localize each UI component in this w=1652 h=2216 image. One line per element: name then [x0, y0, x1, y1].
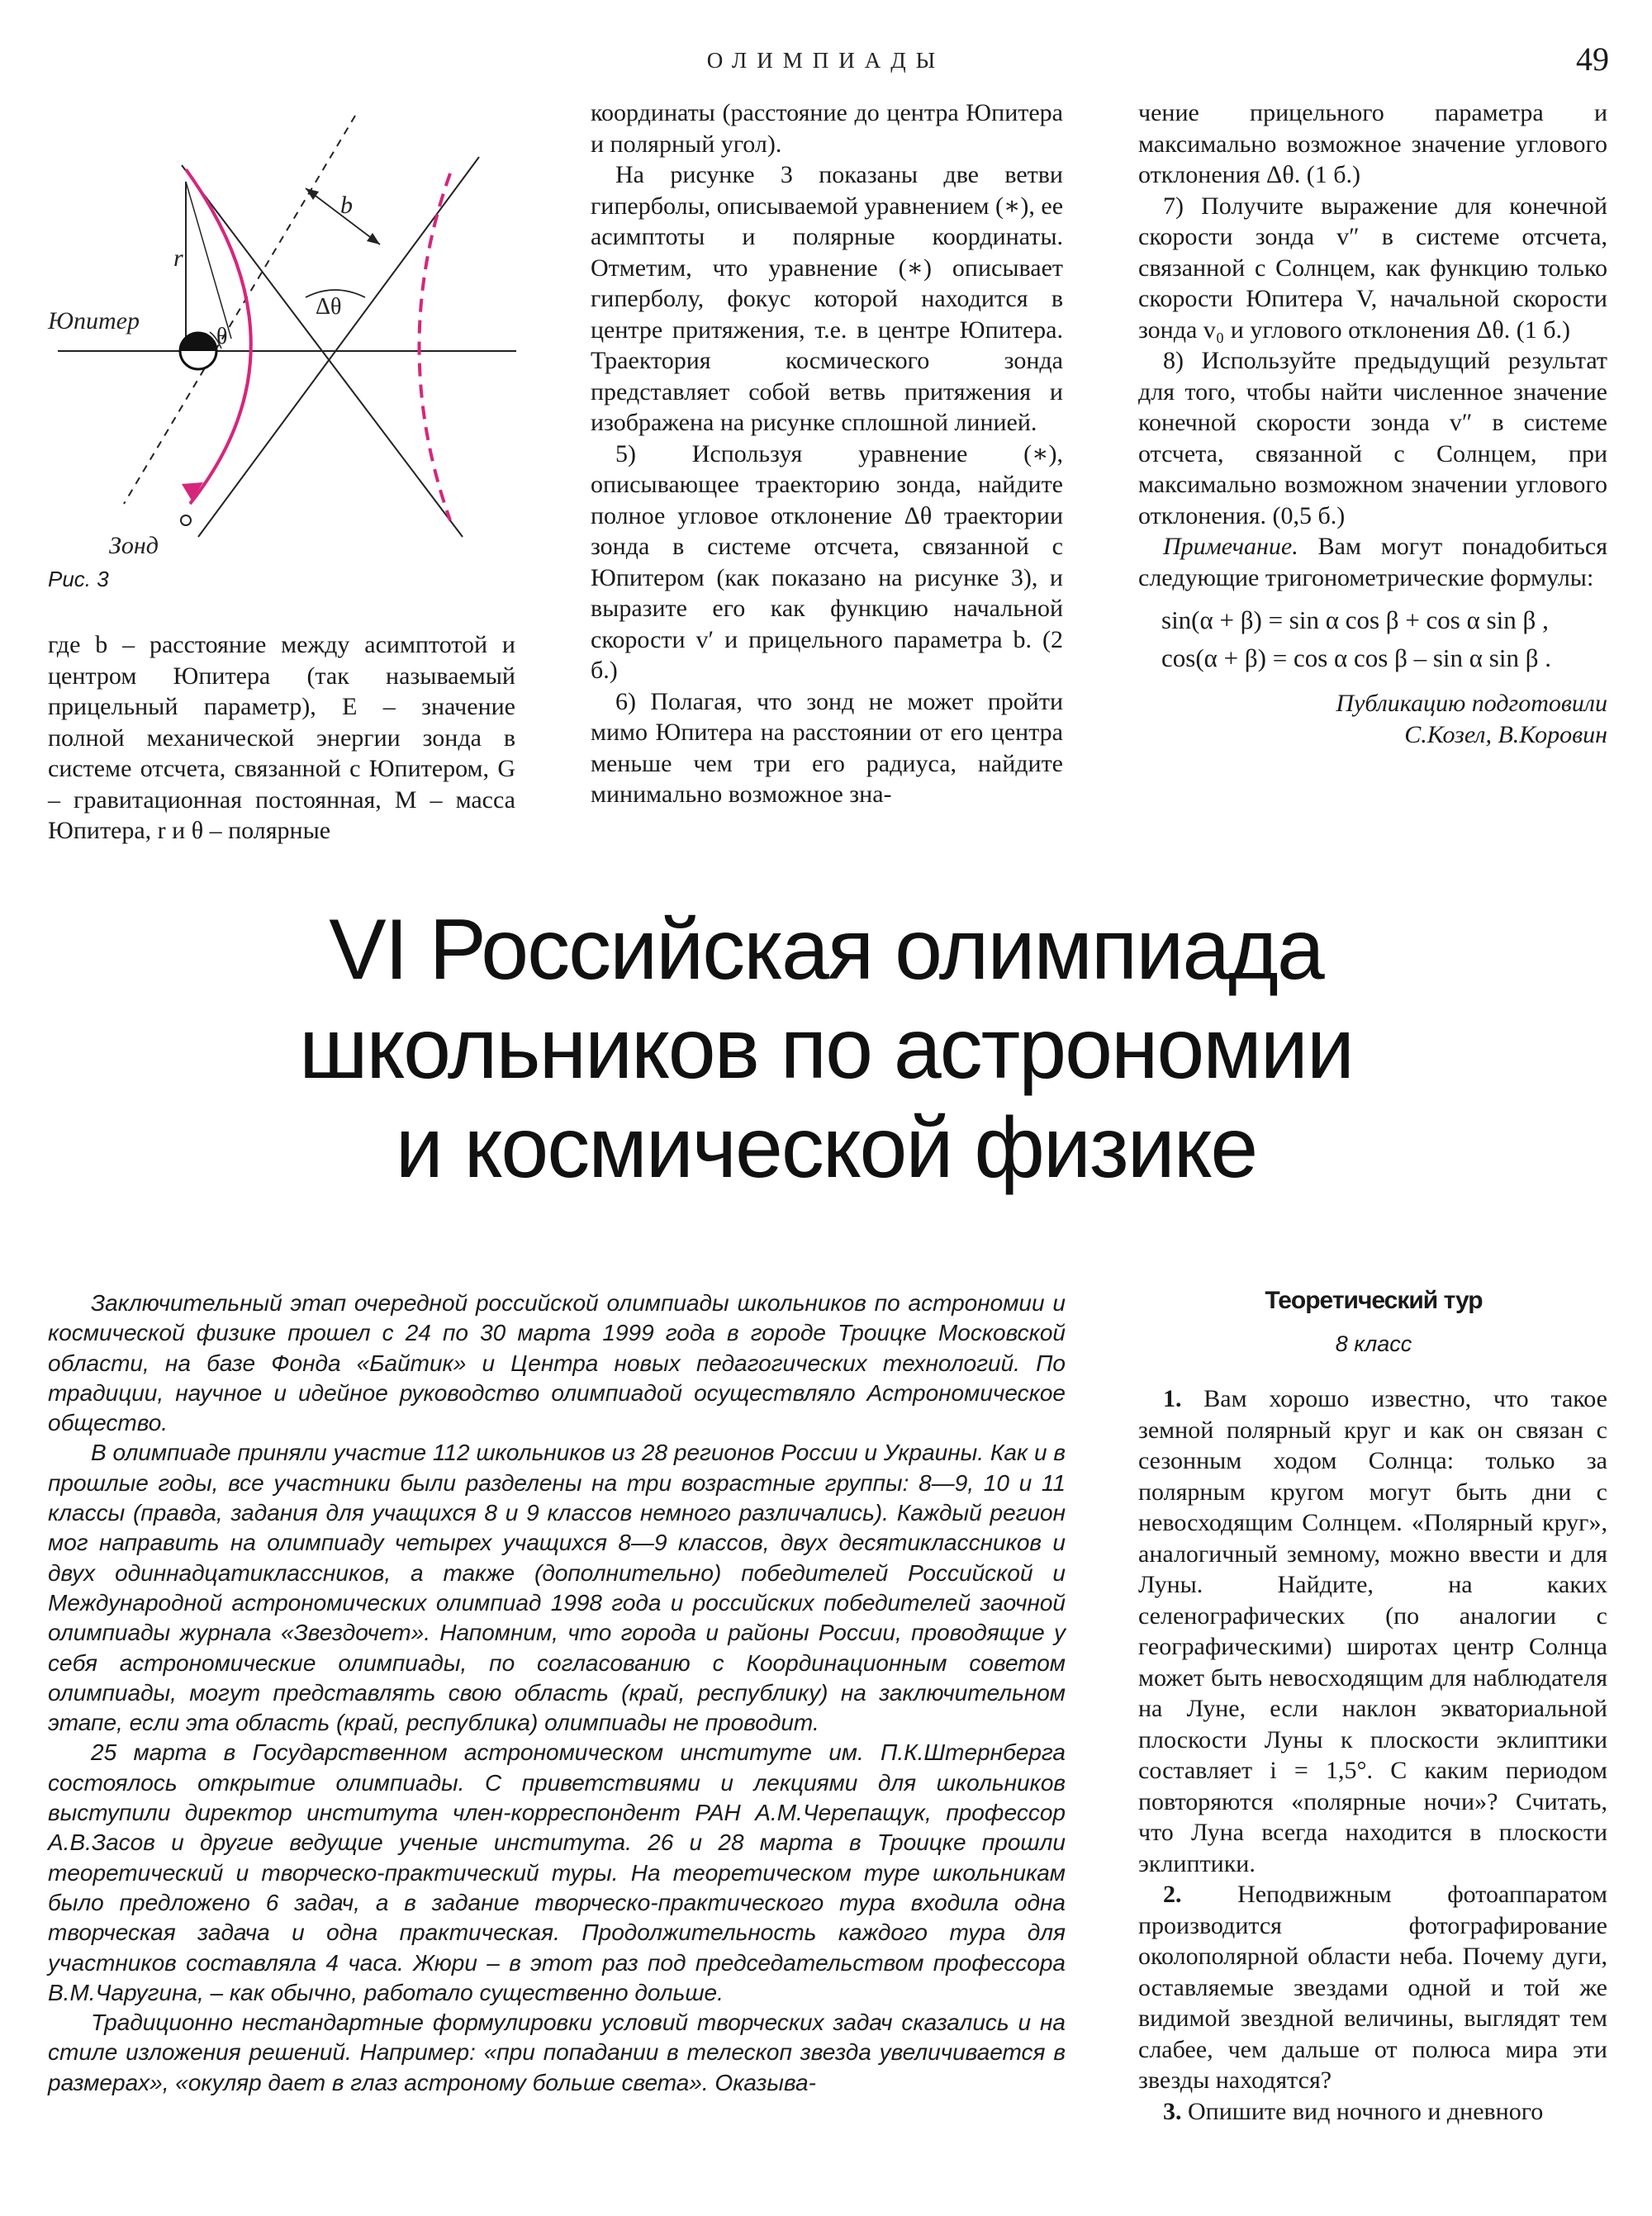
article-title-line-1: VI Российская олимпиада — [329, 902, 1323, 998]
formula-sin: sin(α + β) = sin α cos β + cos α sin β , — [1161, 605, 1549, 634]
article-title-line-3: и космической физике — [395, 1100, 1257, 1196]
column-1-text — [48, 629, 515, 847]
intro-paragraph-4: Традиционно нестандартные формулировки условий творческих задач сказались и на стиле изложения решений. Например: «при попадании в телескоп звезда увеличивается в размерах», «окуляр дает в глаз астроному больше света». Оказыва- — [48, 2010, 1066, 2095]
intro-paragraph-1: Заключительный этап очередной российской олимпиады школьников по астрономии и космической физике прошел с 24 по 30 марта 1999 года в городе Троицке Московской области, на базе Фонда «Байтик» и Центра новых педагогических технологий. По традиции, научное и идейное руководство олимпиадой осуществляло Астрономическое общество. — [48, 1290, 1066, 1436]
hyperbola-other-branch — [420, 173, 451, 520]
col1-paragraph: где b – расстояние между асимптотой и центром Юпитера (так называемый прицельный параметр), E – значение полной механической энергии зонда в системе отсчета, связанной с Юпитером, G – гравитационная постоянная, M – масса Юпитера, r и θ – полярные — [48, 631, 515, 844]
theta-label: θ — [216, 324, 228, 349]
intro-text — [48, 1288, 1066, 2098]
question-1-text: Вам хорошо известно, что такое земной полярный круг и как он связан с сезонным ходом Солнца: только за полярным кругом могут быть дни с невосходящим Солнцем. «Полярный круг», аналогичный земному, можно ввести и для Луны. Найдите, на каких селенографических (по аналогии с географическими) широтах центр Солнца может быть невосходящим для наблюдателя на Луне, если наклон экваториальной плоскости Луны к плоскости эклиптики составляет i = 1,5°. С каким периодом повторяются «полярные ночи»? Считать, что Луна всегда находится в плоскости эклиптики. — [1138, 1385, 1607, 1877]
delta-theta-label: Δθ — [316, 294, 342, 320]
col2-question-5: 5) Используя уравнение (∗), описывающее траекторию зонда, найдите полное угловое отклонение Δθ траектории зонда в системе отсчета, связанной с Юпитером (как показано на рисунке 3), и выразите его как функцию начальной скорости v′ и прицельного параметра b. (2 б.) — [591, 439, 1063, 684]
note-text: Вам могут понадобиться следующие тригонометрические формулы: — [1138, 533, 1607, 591]
col2-paragraph-1: координаты (расстояние до центра Юпитера и полярный угол). — [591, 99, 1063, 158]
question-1 — [1138, 1383, 1607, 1879]
probe-label: Зонд — [109, 532, 159, 559]
column-2 — [591, 97, 1063, 810]
col3-note — [1138, 531, 1607, 593]
jupiter-label: Юпитер — [48, 307, 140, 335]
question-3 — [1138, 2096, 1607, 2128]
probe-marker — [181, 515, 191, 525]
col3-question-7: 7) Получите выражение для конечной скорости зонда v″ в системе отсчета, связанной с Солнцем, как функцию только скорости Юпитера V, начальной скорости зонда v₀ и углового отклонения Δθ. (1 б.) — [1138, 192, 1607, 344]
formula-cos: cos(α + β) = cos α cos β – sin α sin β . — [1161, 643, 1551, 672]
page-number: 49 — [1576, 40, 1609, 78]
article-title — [99, 900, 1553, 1198]
col2-question-6: 6) Полагая, что зонд не может пройти мимо Юпитера на расстоянии от его центра меньше чем три его радиуса, найдите минимально возможное зна- — [591, 687, 1063, 808]
question-2 — [1138, 1879, 1607, 2096]
question-3-number: 3. — [1163, 2097, 1182, 2125]
question-3-text: Опишите вид ночного и дневного — [1181, 2097, 1544, 2125]
col3-paragraph-1: чение прицельного параметра и максимально возможное значение углового отклонения Δθ. (1 б.) — [1138, 99, 1607, 188]
question-2-text: Неподвижным фотоаппаратом производится фотографирование околополярной области неба. Почему дуги, оставляемые звездами одной и той же видимой звездной величины, выглядят тем слабее, чем дальше от полюса мира эти звезды находятся? — [1138, 1881, 1607, 2094]
question-1-number: 1. — [1163, 1385, 1182, 1412]
section-title: Теоретический тур — [1265, 1287, 1483, 1314]
intro-paragraph-2: В олимпиаде приняли участие 112 школьников из 28 регионов России и Украины. Как и в прошлые годы, все участники были разделены на три возрастные группы: 8—9, 10 и 11 классы (правда, задания для учащихся 8 и 9 классов немного различались). Каждый регион мог направить на олимпиаду четырех учащихся 8—9 классов, двух десятиклассников и двух одиннадцатиклассников, а также (дополнительно) победителей Российской и Международной астрономических олимпиад 1998 года и российских победителей заочной олимпиады журнала «Звездочет». Напомним, что города и районы России, проводящие у себя астрономические олимпиады, по согласованию с Координационным советом олимпиады, могут представлять свою область (край, республику) на заключительном этапе, если эта область (край, республика) олимпиады не проводит. — [48, 1440, 1066, 1736]
intro-paragraph-3: 25 марта в Государственном астрономическом институте им. П.К.Штернберга состоялось открытие олимпиады. С приветствиями и лекциями для школьников выступили директор института член-корреспондент РАН А.М.Черепащук, профессор А.В.Засов и другие ведущие ученые института. 26 и 28 марта в Троицке прошли теоретический и творческо-практический туры. На теоретическом туре школьникам было предложено 6 задач, а в задание творческо-практического тура входила одна творческая задача и одна практическая. Продолжительность каждого тура для участников составляла 4 часа. Жюри – в этот раз под председательством профессора В.М.Чаругина, – как обычно, работало существенно дольше. — [48, 1739, 1066, 2005]
grade-subtitle: 8 класс — [1335, 1331, 1412, 1356]
column-3 — [1138, 97, 1607, 750]
hyperbola-figure — [41, 91, 537, 562]
signature-line-2: С.Козел, В.Коровин — [1404, 720, 1607, 748]
signature-line-1: Публикацию подготовили — [1336, 690, 1607, 717]
figure-caption: Рис. 3 — [48, 567, 109, 591]
note-label: Примечание. — [1163, 533, 1298, 560]
running-head: ОЛИМПИАДЫ — [706, 48, 946, 73]
b-label: b — [340, 192, 353, 219]
article-title-line-2: школьников по астрономии — [299, 1001, 1353, 1097]
r-label: r — [173, 244, 183, 272]
col2-paragraph-2: На рисунке 3 показаны две ветви гиперболы, описываемой уравнением (∗), ее асимптоты и полярные координаты. Отметим, что уравнение (∗) описывает гиперболу, фокус которой находится в центре притяжения, т.е. в центре Юпитера. Траектория космического зонда представляет собой ветвь притяжения и изображена на рисунке сплошной линией. — [591, 161, 1064, 436]
theory-column — [1138, 1383, 1607, 2127]
col3-question-8: 8) Используйте предыдущий результат для того, чтобы найти численное значение конечной скорости зонда v″ в системе отсчета, связанной с Солнцем, при максимально возможном значении углового отклонения. (0,5 б.) — [1138, 347, 1607, 529]
question-2-number: 2. — [1163, 1881, 1182, 1908]
